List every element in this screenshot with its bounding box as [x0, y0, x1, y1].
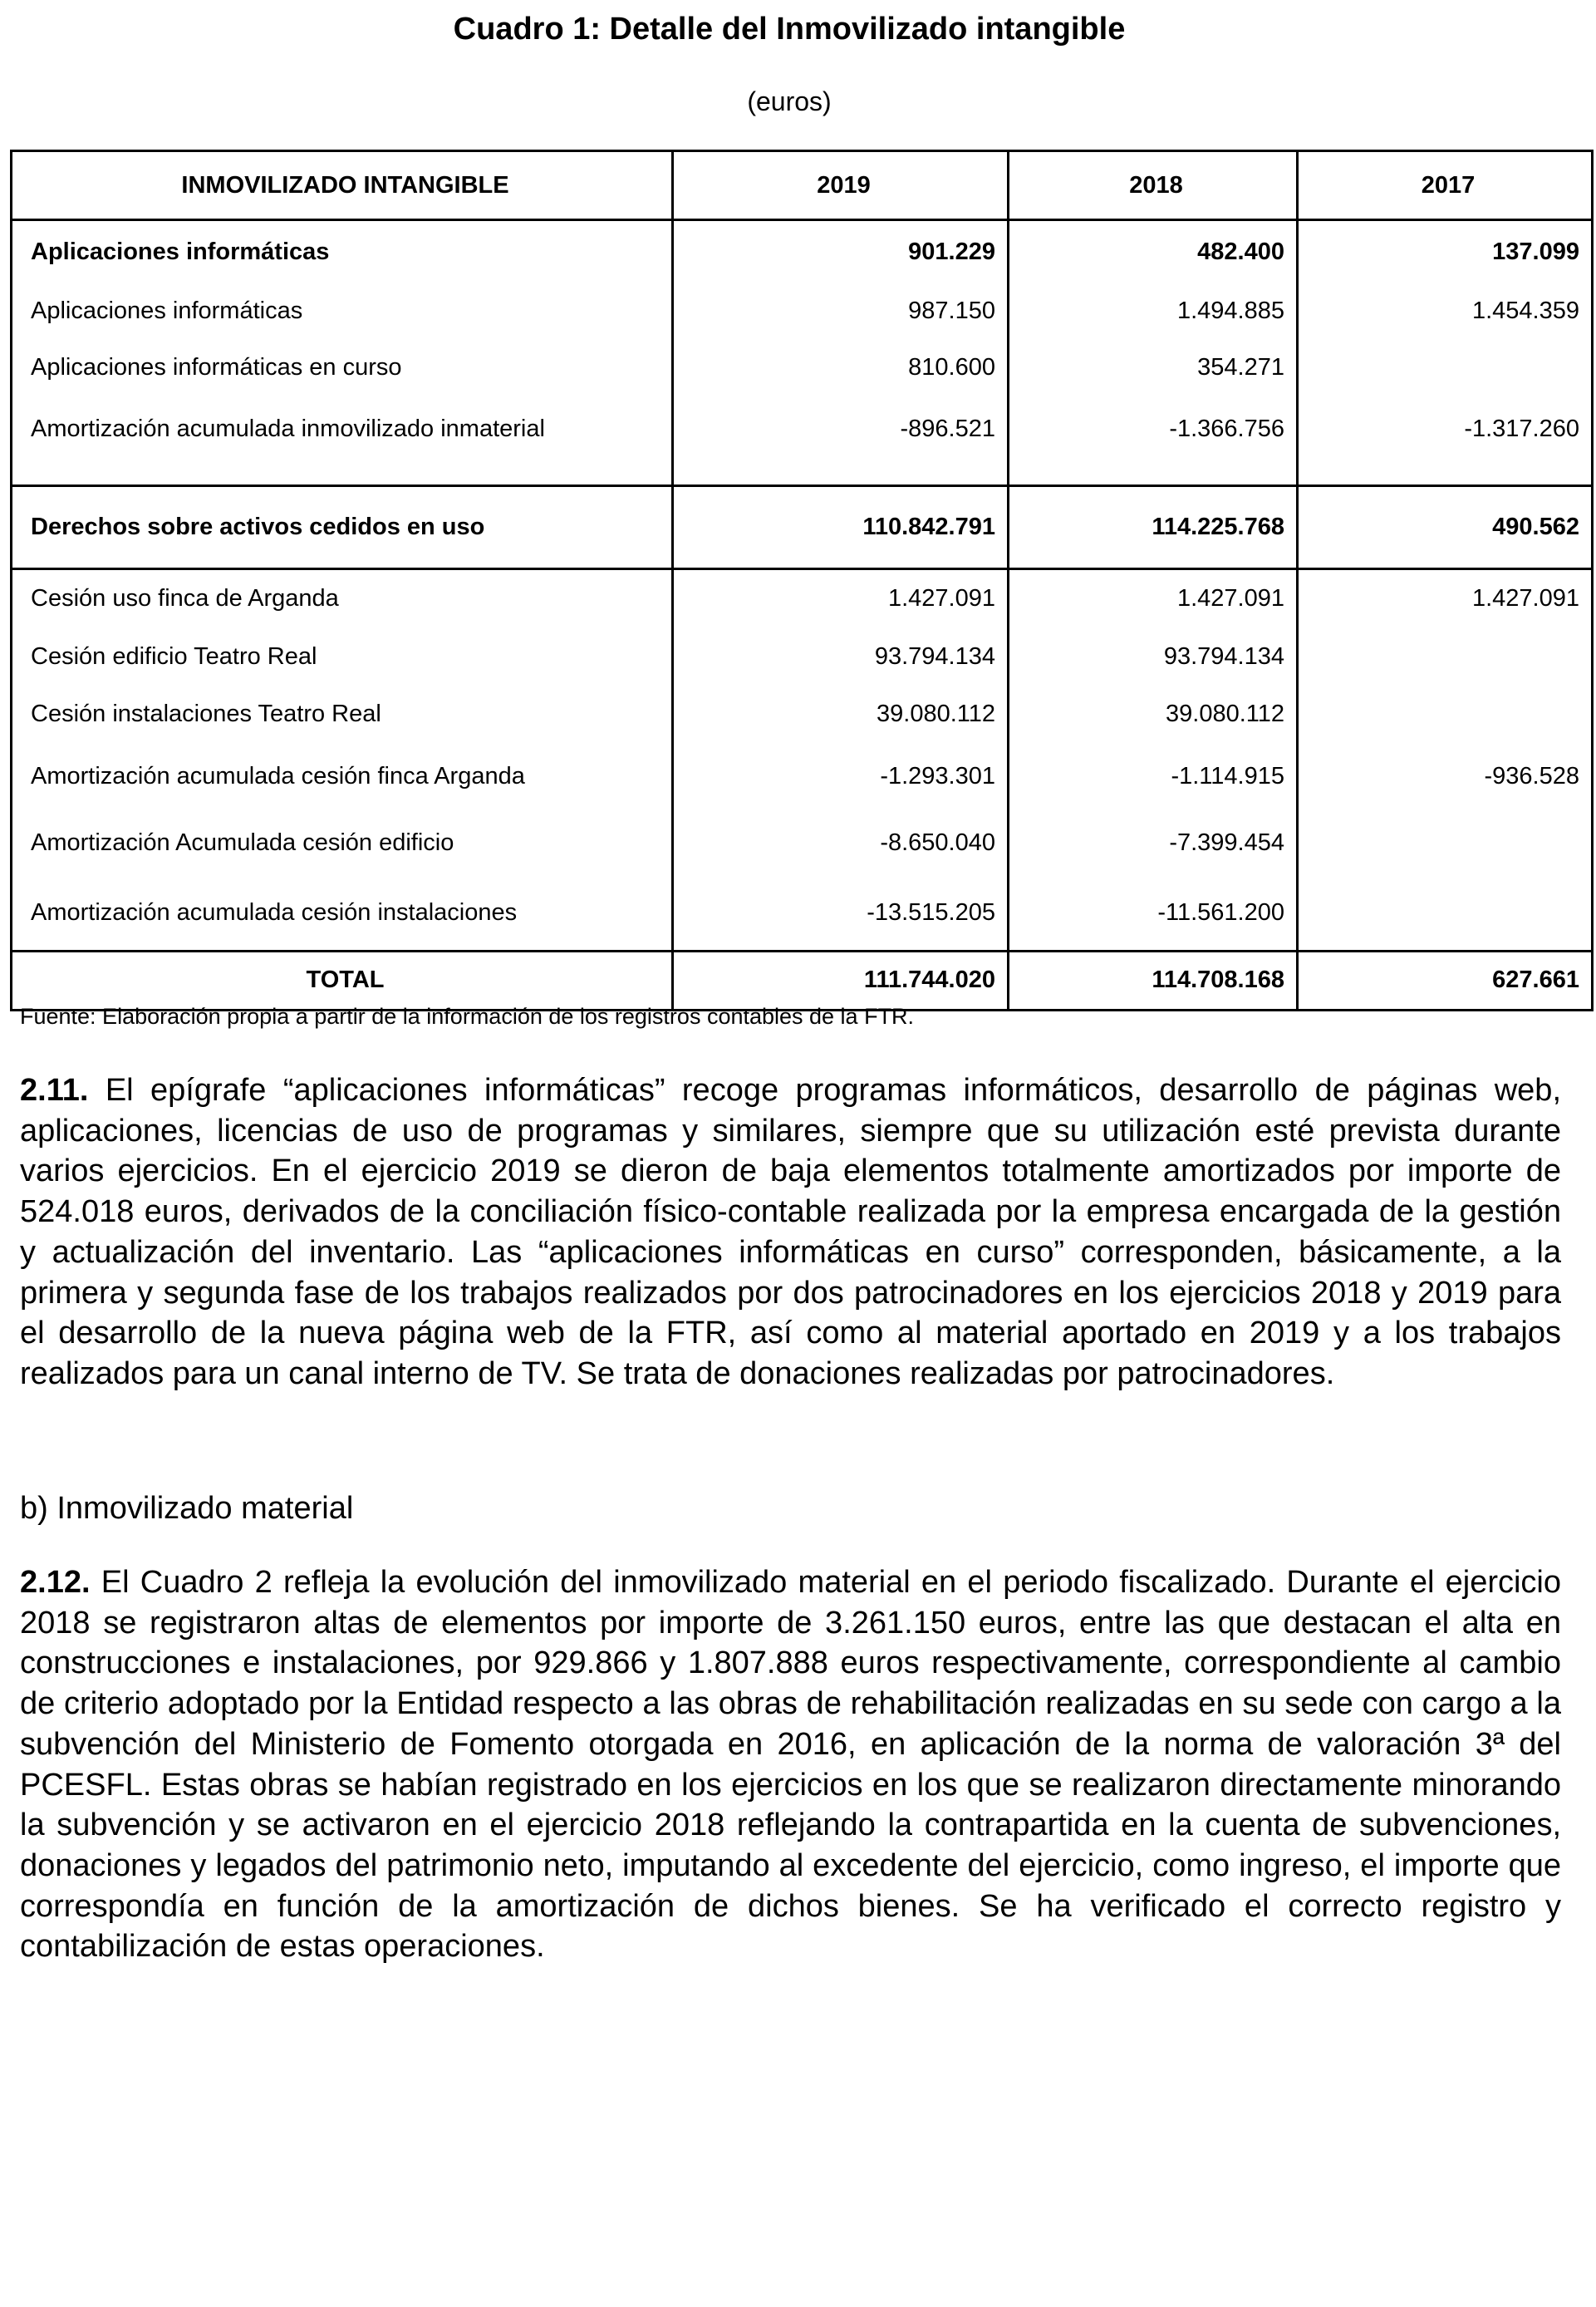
- value-2017: -936.528: [1298, 743, 1593, 809]
- value-2019: 1.427.091: [673, 568, 1009, 628]
- paragraph-number: 2.11.: [20, 1073, 89, 1108]
- row-label: Amortización Acumulada cesión edificio: [12, 809, 673, 876]
- row-label: Aplicaciones informáticas: [12, 283, 673, 340]
- value-2019: -13.515.205: [673, 876, 1009, 951]
- value-2018: 114.225.768: [1009, 485, 1298, 568]
- value-2017: [1298, 340, 1593, 396]
- value-2018: 39.080.112: [1009, 685, 1298, 743]
- value-2019: -8.650.040: [673, 809, 1009, 876]
- value-2018: -1.114.915: [1009, 743, 1298, 809]
- spacer-cell: [673, 463, 1009, 486]
- spacer-cell: [12, 463, 673, 486]
- table-header-row: [12, 151, 1593, 220]
- table-row-group-heading: [12, 220, 1593, 283]
- table-row: [12, 809, 1593, 876]
- paragraph-number: 2.12.: [20, 1565, 91, 1600]
- table-row: [12, 283, 1593, 340]
- value-2017: [1298, 685, 1593, 743]
- value-2018: -11.561.200: [1009, 876, 1298, 951]
- value-2017: -1.317.260: [1298, 396, 1593, 463]
- value-2018: -7.399.454: [1009, 809, 1298, 876]
- paragraph-2-12: [20, 1562, 1561, 1967]
- table-source-note: Fuente: Elaboración propia a partir de la información de los registros contables de la FTR.: [20, 1004, 915, 1029]
- spacer-cell: [1009, 463, 1298, 486]
- table-row: [12, 628, 1593, 685]
- value-2018: 1.494.885: [1009, 283, 1298, 340]
- value-2018: 1.427.091: [1009, 568, 1298, 628]
- table-title: Cuadro 1: Detalle del Inmovilizado intangible: [453, 12, 1126, 47]
- paragraph-text: El epígrafe “aplicaciones informáticas” recoge programas informáticos, desarrollo de páginas web, aplicaciones, licencias de uso de programas y similares, siempre que su utilización esté prevista durante varios ejercicios. En el ejercicio 2019 se dieron de baja elementos totalmente amortizados por importe de 524.018 euros, derivados de la conciliación físico-contable realizada por la empresa encargada de la gestión y actualización del inventario. Las “aplicaciones informáticas en curso” corresponden, básicamente, a la primera y segunda fase de los trabajos realizados por dos patrocinadores en los ejercicios 2018 y 2019 para el desarrollo de la nueva página web de la FTR, así como al material aportado en 2019 y a los trabajos realizados para un canal interno de TV. Se trata de donaciones realizadas por patrocinadores.: [20, 1073, 1561, 1391]
- value-2019: 987.150: [673, 283, 1009, 340]
- row-label: Cesión edificio Teatro Real: [12, 628, 673, 685]
- intangible-assets-table: [10, 150, 1594, 1011]
- value-2019: -896.521: [673, 396, 1009, 463]
- header-2017: 2017: [1298, 151, 1593, 220]
- table-row: [12, 876, 1593, 951]
- header-concept: INMOVILIZADO INTANGIBLE: [12, 151, 673, 220]
- table-row: [12, 340, 1593, 396]
- value-2019: 93.794.134: [673, 628, 1009, 685]
- value-2017: 1.427.091: [1298, 568, 1593, 628]
- table-row: [12, 685, 1593, 743]
- total-2018: 114.708.168: [1009, 951, 1298, 1010]
- value-2018: 482.400: [1009, 220, 1298, 283]
- value-2018: -1.366.756: [1009, 396, 1298, 463]
- value-2017: 490.562: [1298, 485, 1593, 568]
- row-label: Amortización acumulada inmovilizado inmaterial: [12, 396, 673, 463]
- value-2019: 110.842.791: [673, 485, 1009, 568]
- row-label: Amortización acumulada cesión instalaciones: [12, 876, 673, 951]
- table-row: [12, 743, 1593, 809]
- value-2019: 810.600: [673, 340, 1009, 396]
- row-label: Aplicaciones informáticas en curso: [12, 340, 673, 396]
- table-unit: (euros): [747, 86, 832, 116]
- value-2019: 901.229: [673, 220, 1009, 283]
- spacer-cell: [1298, 463, 1593, 486]
- value-2017: [1298, 628, 1593, 685]
- row-label: Cesión instalaciones Teatro Real: [12, 685, 673, 743]
- table-row-group-heading: [12, 485, 1593, 568]
- value-2017: [1298, 809, 1593, 876]
- paragraph-text: El Cuadro 2 refleja la evolución del inmovilizado material en el periodo fiscalizado. Durante el ejercicio 2018 se registraron altas de elementos por importe de 3.261.150 euros, entre las que destacan el alta en construcciones e instalaciones, por 929.866 y 1.807.888 euros respectivamente, correspondiente al cambio de criterio adoptado por la Entidad respecto a las obras de rehabilitación realizadas en su sede con cargo a la subvención del Ministerio de Fomento otorgada en 2016, en aplicación de la norma de valoración 3ª del PCESFL. Estas obras se habían registrado en los ejercicios en los que se realizaron directamente minorando la subvención y se activaron en el ejercicio 2018 reflejando la contrapartida en la cuenta de subvenciones, donaciones y legados del patrimonio neto, imputando al excedente del ejercicio, como ingreso, el importe que correspondía en función de la amortización de dichos bienes. Se ha verificado el correcto registro y contabilización de estas operaciones.: [20, 1565, 1561, 1965]
- header-2019: 2019: [673, 151, 1009, 220]
- row-label: Amortización acumulada cesión finca Arganda: [12, 743, 673, 809]
- paragraph-2-11: [20, 1070, 1561, 1395]
- section-subheading: b) Inmovilizado material: [20, 1491, 354, 1526]
- value-2019: 39.080.112: [673, 685, 1009, 743]
- row-label: Aplicaciones informáticas: [12, 220, 673, 283]
- total-2019: 111.744.020: [673, 951, 1009, 1010]
- table-row: [12, 568, 1593, 628]
- value-2017: 1.454.359: [1298, 283, 1593, 340]
- total-2017: 627.661: [1298, 951, 1593, 1010]
- table-total-row: [12, 951, 1593, 1010]
- row-label: Cesión uso finca de Arganda: [12, 568, 673, 628]
- value-2018: 354.271: [1009, 340, 1298, 396]
- table-row: [12, 396, 1593, 463]
- table-spacer: [12, 463, 1593, 486]
- row-label: Derechos sobre activos cedidos en uso: [12, 485, 673, 568]
- value-2019: -1.293.301: [673, 743, 1009, 809]
- value-2017: 137.099: [1298, 220, 1593, 283]
- value-2018: 93.794.134: [1009, 628, 1298, 685]
- header-2018: 2018: [1009, 151, 1298, 220]
- value-2017: [1298, 876, 1593, 951]
- total-label: TOTAL: [12, 951, 673, 1010]
